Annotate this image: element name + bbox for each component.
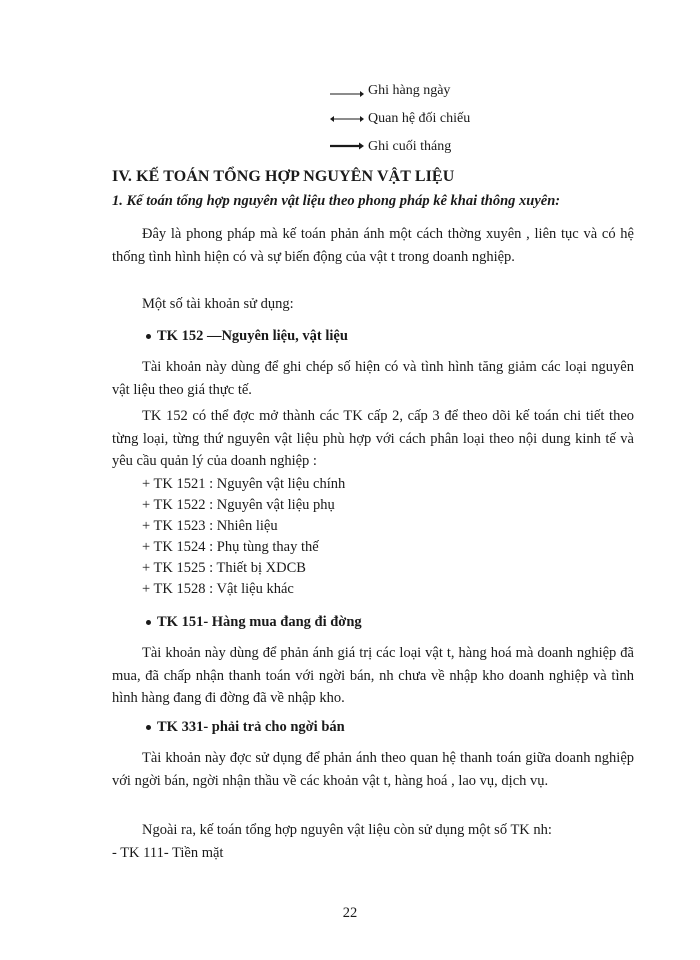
sub-account-item: + TK 1528 : Vật liệu khác [142, 581, 294, 597]
tk152-description: Tài khoản này dùng để ghi chép số hiện có và tình hình tăng giảm các loại nguyên vật liệu theo giá thực tế. [112, 359, 634, 398]
bullet-icon [146, 334, 151, 339]
other-accounts-intro: Ngoài ra, kế toán tổng hợp nguyên vật liệu còn sử dụng một số TK nh: [142, 822, 552, 838]
double-arrow-icon [330, 112, 364, 126]
sub-account-item: + TK 1525 : Thiết bị XDCB [142, 560, 306, 576]
legend-month-end-label: Ghi cuối tháng [368, 139, 452, 154]
legend-month-end [330, 139, 451, 155]
legend-compare [330, 111, 470, 127]
tk152-subaccounts-description: TK 152 có thể đợc mở thành các TK cấp 2, cấp 3 để theo dõi kế toán chi tiết theo từng loại, từng thứ nguyên vật liệu phù hợp với cách phân loại theo nội dung kinh tế và yêu cầu quản lý của doanh nghiệp : [112, 408, 634, 469]
other-account-item: - TK 111- Tiền mặt [112, 845, 224, 861]
legend-compare-label: Quan hệ đối chiếu [368, 111, 471, 126]
tk152-title: TK 152 —Nguyên liệu, vật liệu [157, 328, 348, 344]
thin-arrow-icon [330, 84, 364, 98]
bullet-icon [146, 725, 151, 730]
thick-arrow-icon [330, 140, 364, 154]
tk151-description: Tài khoản này dùng để phản ánh giá trị các loại vật t, hàng hoá mà doanh nghiệp đã mua, đã chấp nhận thanh toán với ngời bán, nh chưa về nhập kho doanh nghiệp và tình hình hàng đang đi đờng đã về nhập kho. [112, 645, 634, 706]
accounts-intro: Một số tài khoản sử dụng: [142, 296, 294, 312]
sub-account-item: + TK 1524 : Phụ tùng thay thế [142, 539, 319, 555]
tk151-title: TK 151- Hàng mua đang đi đờng [157, 614, 362, 630]
bullet-icon [146, 620, 151, 625]
tk152-heading [146, 328, 348, 345]
tk331-title: TK 331- phải trả cho ngời bán [157, 719, 345, 735]
sub-account-item: + TK 1522 : Nguyên vật liệu phụ [142, 497, 335, 513]
tk331-heading [146, 719, 345, 736]
tk151-heading [146, 614, 362, 631]
page-number: 22 [342, 905, 358, 921]
legend-daily [330, 83, 450, 99]
intro-paragraph: Đây là phong pháp mà kế toán phản ánh một cách thờng xuyên , liên tục và có hệ thống tình hình hiện có và sự biến động của vật t trong doanh nghiệp. [112, 226, 634, 265]
section-title: IV. KẾ TOÁN TỔNG HỢP NGUYÊN VẬT LIỆU [112, 168, 455, 185]
subsection-title: 1. Kế toán tổng hợp nguyên vật liệu theo phong pháp kê khai thông xuyên: [112, 193, 561, 209]
tk331-description: Tài khoản này đợc sử dụng để phản ánh theo quan hệ thanh toán giữa doanh nghiệp với ngời bán, ngời nhận thầu về các khoản vật t, hàng hoá , lao vụ, dịch vụ. [112, 750, 634, 789]
legend-daily-label: Ghi hàng ngày [368, 83, 451, 98]
sub-account-item: + TK 1521 : Nguyên vật liệu chính [142, 476, 346, 492]
sub-account-item: + TK 1523 : Nhiên liệu [142, 518, 278, 534]
